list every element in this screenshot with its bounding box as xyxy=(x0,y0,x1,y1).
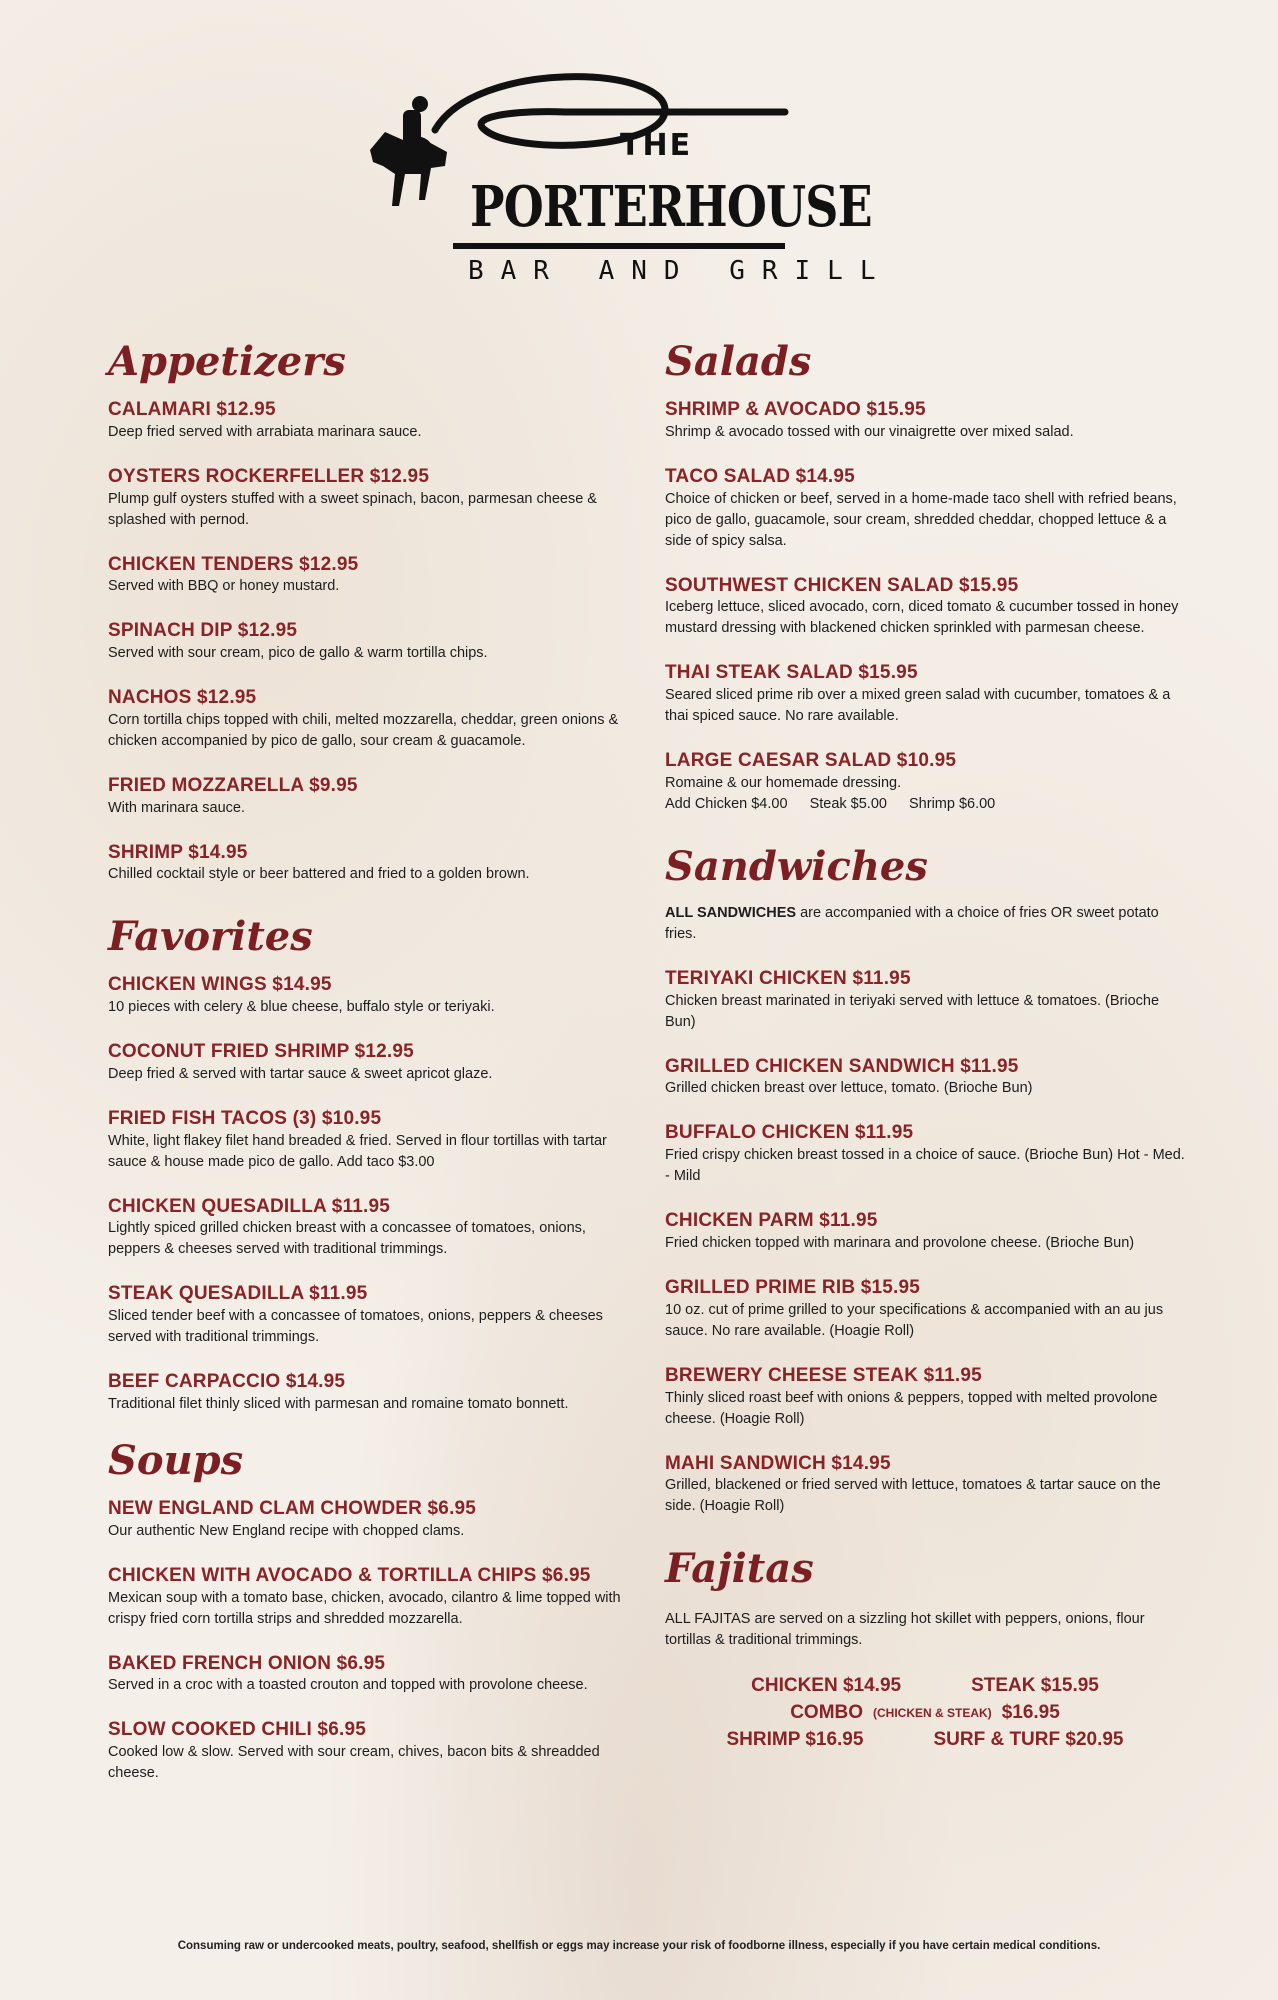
item-description: Chicken breast marinated in teriyaki served with lettuce & tomatoes. (Brioche Bun) xyxy=(665,992,1160,1030)
fajita-combo-price: $16.95 xyxy=(1001,1702,1060,1723)
item-description: Traditional filet thinly sliced with parmesan and romaine tomato bonnett. xyxy=(108,1396,569,1413)
fajita-prices xyxy=(665,1673,1185,1753)
item-description: 10 oz. cut of prime grilled to your specifications & accompanied with an au jus sauce. No rare available. (Hoagie Roll) xyxy=(665,1301,1164,1339)
item-title: BREWERY CHEESE STEAK $11.95 xyxy=(665,1364,982,1386)
section-favorites xyxy=(108,915,628,1415)
item-description: Shrimp & avocado tossed with our vinaigrette over mixed salad. xyxy=(665,423,1074,440)
section-title: Sandwiches xyxy=(665,842,928,890)
section-fajitas xyxy=(665,1547,1185,1753)
fajita-combo: COMBO xyxy=(790,1702,864,1723)
item-description: Choice of chicken or beef, served in a home-made taco shell with refried beans, pico de gallo, guacamole, sour cream, shredded cheddar, chopped lettuce & a side of spicy salsa. xyxy=(665,490,1177,549)
item-description: Romaine & our homemade dressing. xyxy=(665,774,902,791)
menu-item xyxy=(108,686,628,752)
item-description: Grilled chicken breast over lettuce, tomato. (Brioche Bun) xyxy=(665,1080,1033,1097)
right-column xyxy=(665,340,1185,1753)
item-title: CALAMARI $12.95 xyxy=(108,399,276,420)
item-description: Fried chicken topped with marinara and provolone cheese. (Brioche Bun) xyxy=(665,1235,1135,1252)
menu-item xyxy=(108,1652,628,1697)
salad-addons xyxy=(665,794,1185,815)
menu-item xyxy=(108,398,628,443)
footer-disclaimer: Consuming raw or undercooked meats, poultry, seafood, shellfish or eggs may increase your risk of foodborne illness, especially if you have certain medical conditions. xyxy=(177,1940,1101,1952)
sandwiches-note xyxy=(665,903,1185,945)
menu-item xyxy=(665,1121,1185,1187)
section-salads xyxy=(665,340,1185,815)
item-description: Grilled, blackened or fried served with lettuce, tomatoes & tartar sauce on the side. (Hoagie Roll) xyxy=(665,1477,1161,1515)
item-title: LARGE CAESAR SALAD $10.95 xyxy=(665,750,957,772)
item-description: Served with sour cream, pico de gallo & warm tortilla chips. xyxy=(108,645,488,662)
item-description: Deep fried & served with tartar sauce & sweet apricot glaze. xyxy=(108,1065,493,1082)
item-title: CHICKEN QUESADILLA $11.95 xyxy=(108,1195,390,1217)
item-title: FRIED MOZZARELLA $9.95 xyxy=(108,774,358,796)
item-title: CHICKEN PARM $11.95 xyxy=(665,1210,878,1232)
item-title: FRIED FISH TACOS (3) $10.95 xyxy=(108,1107,382,1129)
sandwiches-note-text: are accompanied with a choice of fries OR sweet potato fries. xyxy=(665,904,1159,942)
addon-steak: Steak $5.00 xyxy=(809,795,887,812)
menu-item xyxy=(108,841,628,886)
fajita-row xyxy=(665,1727,1185,1754)
item-title: CHICKEN WINGS $14.95 xyxy=(108,974,332,996)
section-title: Appetizers xyxy=(108,338,346,385)
menu-item xyxy=(108,1370,628,1415)
item-title: BEEF CARPACCIO $14.95 xyxy=(108,1371,346,1393)
menu-item xyxy=(108,1564,628,1630)
menu-item xyxy=(665,398,1185,443)
section-title: Favorites xyxy=(108,913,313,961)
item-description: Lightly spiced grilled chicken breast with a concassee of tomatoes, onions, peppers & cheeses served with traditional trimmings. xyxy=(108,1220,586,1258)
item-title: SLOW COOKED CHILI $6.95 xyxy=(108,1719,366,1741)
section-title: Salads xyxy=(665,338,812,385)
item-description: Cooked low & slow. Served with sour cream, chives, bacon bits & shreadded cheese. xyxy=(108,1744,600,1782)
item-title: SHRIMP & AVOCADO $15.95 xyxy=(665,399,926,420)
item-description: Thinly sliced roast beef with onions & peppers, topped with melted provolone cheese. (Hoagie Roll) xyxy=(665,1389,1158,1427)
fajita-row xyxy=(665,1673,1185,1700)
item-description: Fried crispy chicken breast tossed in a choice of sauce. (Brioche Bun) Hot - Med. - Mild xyxy=(665,1147,1185,1185)
addon-shrimp: Shrimp $6.00 xyxy=(909,795,996,812)
section-appetizers xyxy=(108,340,628,885)
menu-item xyxy=(108,1107,628,1173)
menu-item xyxy=(665,1364,1185,1430)
item-title: GRILLED PRIME RIB $15.95 xyxy=(665,1277,921,1299)
menu-item xyxy=(108,619,628,664)
item-title: CHICKEN TENDERS $12.95 xyxy=(108,553,359,575)
fajitas-note: ALL FAJITAS are served on a sizzling hot skillet with peppers, onions, flour tortillas & traditional trimmings. xyxy=(665,1611,1145,1649)
menu-item xyxy=(108,1040,628,1085)
menu-item xyxy=(108,1195,628,1261)
section-soups xyxy=(108,1439,628,1784)
item-description: Plump gulf oysters stuffed with a sweet spinach, bacon, parmesan cheese & splashed with pernod. xyxy=(108,490,597,528)
left-column xyxy=(108,340,628,1806)
menu-item xyxy=(665,1276,1185,1342)
menu-item xyxy=(665,574,1185,640)
menu-item xyxy=(665,749,1185,815)
item-description: Seared sliced prime rib over a mixed green salad with cucumber, tomatoes & a thai spiced sauce. No rare available. xyxy=(665,687,1171,725)
item-description: Our authentic New England recipe with chopped clams. xyxy=(108,1522,465,1539)
item-title: NEW ENGLAND CLAM CHOWDER $6.95 xyxy=(108,1498,477,1520)
fajita-combo-note: (CHICKEN & STEAK) xyxy=(873,1705,992,1720)
item-title: COCONUT FRIED SHRIMP $12.95 xyxy=(108,1041,414,1063)
item-description: 10 pieces with celery & blue cheese, buffalo style or teriyaki. xyxy=(108,999,495,1016)
item-description: With marinara sauce. xyxy=(108,799,245,816)
menu-item xyxy=(665,1055,1185,1100)
item-title: BAKED FRENCH ONION $6.95 xyxy=(108,1652,386,1674)
menu-item xyxy=(665,1452,1185,1518)
item-title: CHICKEN WITH AVOCADO & TORTILLA CHIPS $6.95 xyxy=(108,1564,591,1586)
item-title: STEAK QUESADILLA $11.95 xyxy=(108,1283,368,1305)
menu-item xyxy=(108,1282,628,1348)
fajita-steak: STEAK $15.95 xyxy=(971,1675,1099,1697)
item-title: MAHI SANDWICH $14.95 xyxy=(665,1452,891,1474)
menu-item xyxy=(108,553,628,598)
addon-chicken: Add Chicken $4.00 xyxy=(665,795,788,812)
logo-subtitle: BAR AND GRILL xyxy=(468,256,893,286)
logo-name: PORTERHOUSE xyxy=(470,174,872,240)
menu-item xyxy=(665,967,1185,1033)
item-title: GRILLED CHICKEN SANDWICH $11.95 xyxy=(665,1055,1019,1077)
item-description: Mexican soup with a tomato base, chicken, avocado, cilantro & lime topped with crispy fried corn tortilla strips and shredded mozzarella. xyxy=(108,1589,621,1627)
menu-item xyxy=(665,465,1185,552)
item-description: Served with BBQ or honey mustard. xyxy=(108,578,340,595)
menu-item xyxy=(665,1209,1185,1254)
menu-item xyxy=(108,465,628,531)
item-description: Corn tortilla chips topped with chili, melted mozzarella, cheddar, green onions & chicken accompanied by pico de gallo, sour cream & guacamole. xyxy=(108,711,619,749)
item-title: TERIYAKI CHICKEN $11.95 xyxy=(665,967,911,989)
fajita-chicken: CHICKEN $14.95 xyxy=(751,1675,902,1697)
item-description: Chilled cocktail style or beer battered and fried to a golden brown. xyxy=(108,866,530,883)
menu-item xyxy=(108,1718,628,1784)
menu-item xyxy=(108,774,628,819)
item-title: SHRIMP $14.95 xyxy=(108,841,248,863)
section-title: Soups xyxy=(108,1437,244,1485)
item-title: SOUTHWEST CHICKEN SALAD $15.95 xyxy=(665,574,1019,596)
fajita-row xyxy=(665,1700,1185,1727)
item-description: White, light flakey filet hand breaded & fried. Served in flour tortillas with tartar sauce & house made pico de gallo. Add taco $3.00 xyxy=(108,1132,607,1170)
menu-item xyxy=(108,973,628,1018)
section-title: Fajitas xyxy=(665,1545,814,1593)
sandwiches-note-bold: ALL SANDWICHES xyxy=(665,904,797,921)
item-title: TACO SALAD $14.95 xyxy=(665,465,855,487)
menu-item xyxy=(665,661,1185,727)
item-description: Served in a croc with a toasted crouton and topped with provolone cheese. xyxy=(108,1677,588,1694)
item-title: NACHOS $12.95 xyxy=(108,687,257,709)
section-sandwiches xyxy=(665,842,1185,1517)
item-title: BUFFALO CHICKEN $11.95 xyxy=(665,1122,914,1144)
item-description: Deep fried served with arrabiata marinara sauce. xyxy=(108,423,422,440)
item-description: Iceberg lettuce, sliced avocado, corn, diced tomato & cucumber tossed in honey mustard dressing with blackened chicken sprinkled with parmesan cheese. xyxy=(665,599,1179,637)
item-description: Sliced tender beef with a concassee of tomatoes, onions, peppers & cheeses served with traditional trimmings. xyxy=(108,1308,603,1346)
restaurant-logo xyxy=(365,70,893,290)
menu-item xyxy=(108,1497,628,1542)
fajita-shrimp: SHRIMP $16.95 xyxy=(726,1728,864,1750)
item-title: SPINACH DIP $12.95 xyxy=(108,620,298,642)
logo-the: THE xyxy=(620,128,693,163)
item-title: THAI STEAK SALAD $15.95 xyxy=(665,662,918,684)
item-title: OYSTERS ROCKERFELLER $12.95 xyxy=(108,465,430,487)
fajita-surf-turf: SURF & TURF $20.95 xyxy=(933,1728,1124,1750)
